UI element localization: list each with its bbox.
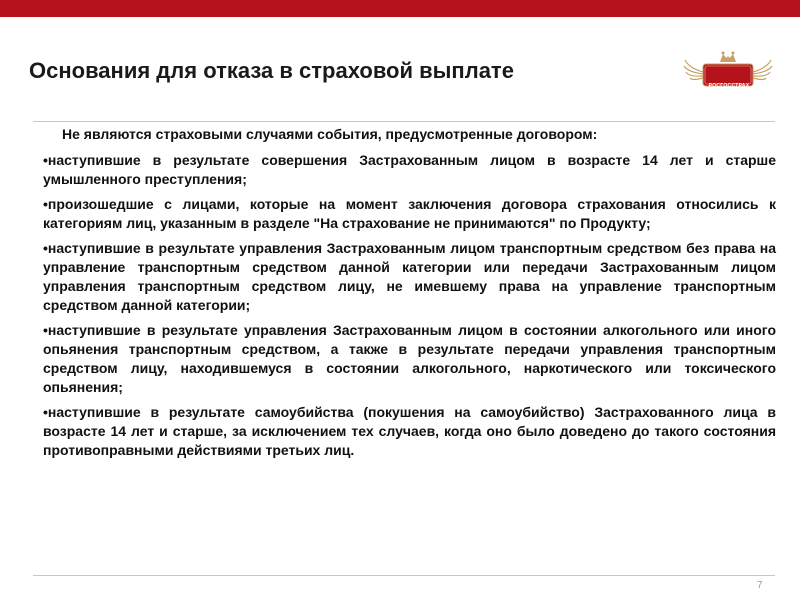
list-item: •наступившие в результате самоубийства (покушения на самоубийство) Застрахованного лица в возрасте 14 лет и старше, за исключением тех случаев, когда оно было доведено до такого состояния противоправными действиями третьих лиц. bbox=[43, 404, 776, 458]
top-divider bbox=[33, 121, 775, 122]
slide-title: Основания для отказа в страховой выплате bbox=[29, 58, 514, 83]
top-accent-bar bbox=[0, 0, 800, 17]
list-item: •наступившие в результате управления Застрахованным лицом в состоянии алкогольного или иного опьянения транспортным средством, а также в результате передачи управления транспортным средством лицу, находившемуся в состоянии алкогольного, наркотического или токсического опьянения; bbox=[43, 322, 776, 395]
page-number: 7 bbox=[757, 580, 763, 591]
intro-paragraph: Не являются страховыми случаями события, предусмотренные договором: bbox=[62, 126, 598, 142]
list-item: •произошедшие с лицами, которые на момент заключения договора страхования относились к категориям лиц, указанным в разделе "На страхование не принимаются" по Продукту; bbox=[43, 196, 776, 231]
list-item: •наступившие в результате совершения Застрахованным лицом в возрасте 14 лет и старше умышленного преступления; bbox=[43, 152, 776, 187]
list-item: •наступившие в результате управления Застрахованным лицом транспортным средством без права на управление транспортным средством данной категории или передачи Застрахованным лицом управления транспортным средством лицу, не имевшему права на управление транспортным средством данной категории; bbox=[43, 240, 776, 313]
rosgosstrakh-logo bbox=[683, 46, 773, 98]
slide-body bbox=[43, 125, 776, 466]
bottom-divider bbox=[33, 575, 775, 576]
logo-wordmark: РОСГОССТРАХ bbox=[708, 83, 750, 89]
